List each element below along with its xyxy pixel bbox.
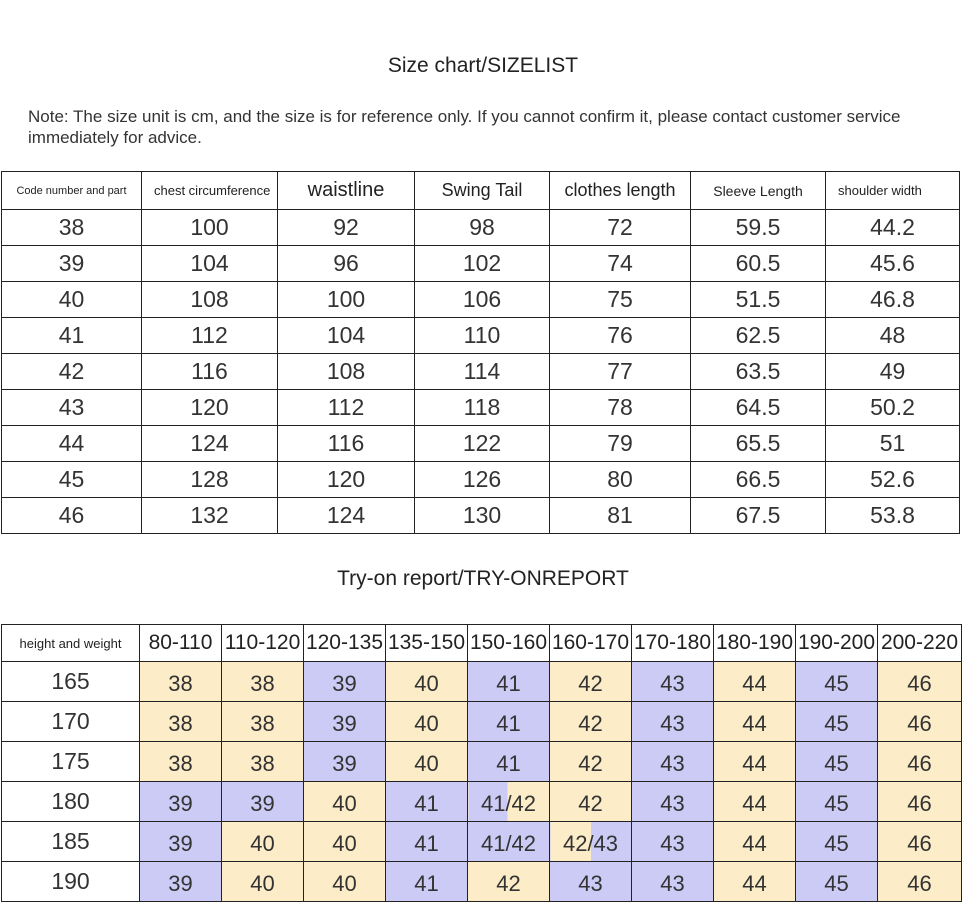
size-cell: 128 [142,462,278,498]
try-on-size-cell: 41 [468,742,550,782]
size-cell: 65.5 [691,426,826,462]
table-row [2,462,960,498]
size-cell: 48 [826,318,960,354]
size-chart-table [1,171,960,534]
size-cell: 77 [550,354,691,390]
try-on-size-cell: 44 [714,782,796,822]
try-on-size-cell: 43 [632,702,714,742]
size-cell: 44.2 [826,210,960,246]
try-on-size-cell: 43 [632,862,714,902]
try-on-size-cell: 41 [468,662,550,702]
try-on-size-cell: 45 [796,862,878,902]
size-cell: 42 [2,354,142,390]
try-on-height-cell: 185 [2,822,140,862]
try-on-size-cell: 38 [222,662,304,702]
try-on-size-cell: 39 [140,782,222,822]
size-cell: 104 [142,246,278,282]
try-on-size-cell: 40 [304,782,386,822]
try-on-size-cell: 39 [140,862,222,902]
size-cell: 45 [2,462,142,498]
size-header-sleeve-length: Sleeve Length [691,172,826,210]
try-on-size-cell: 41 [386,822,468,862]
try-on-size-cell: 44 [714,662,796,702]
size-cell: 96 [278,246,415,282]
try-on-size-cell: 46 [878,822,962,862]
size-cell: 118 [415,390,550,426]
try-on-size-cell: 45 [796,782,878,822]
try-on-height-cell: 190 [2,862,140,902]
try-on-size-cell: 38 [222,742,304,782]
size-cell: 72 [550,210,691,246]
size-cell: 51.5 [691,282,826,318]
table-row [2,498,960,534]
size-cell: 108 [278,354,415,390]
try-on-size-cell: 45 [796,662,878,702]
size-cell: 78 [550,390,691,426]
try-on-size-cell: 43 [632,822,714,862]
table-row [2,318,960,354]
size-cell: 43 [2,390,142,426]
size-note: Note: The size unit is cm, and the size is for reference only. If you cannot confirm it, please contact customer service immediately for advice. [28,107,901,147]
size-cell: 63.5 [691,354,826,390]
size-cell: 46.8 [826,282,960,318]
table-row [2,210,960,246]
try-on-size-cell: 39 [304,702,386,742]
size-cell: 112 [278,390,415,426]
size-cell: 51 [826,426,960,462]
size-header-swing-tail: Swing Tail [415,172,550,210]
size-cell: 53.8 [826,498,960,534]
try-on-header-weight-range: 190-200 [796,625,878,662]
size-header-shoulder-width: shoulder width [826,172,960,210]
size-cell: 124 [278,498,415,534]
size-cell: 45.6 [826,246,960,282]
try-on-title: Try-on report/TRY-ONREPORT [337,567,629,590]
table-row [2,782,962,822]
size-cell: 79 [550,426,691,462]
try-on-size-cell: 42 [550,662,632,702]
try-on-header-height-weight: height and weight [2,625,140,662]
try-on-size-cell: 43 [550,862,632,902]
size-cell: 80 [550,462,691,498]
size-header-code: Code number and part [2,172,142,210]
size-cell: 114 [415,354,550,390]
size-cell: 106 [415,282,550,318]
try-on-size-cell: 39 [304,742,386,782]
size-cell: 81 [550,498,691,534]
size-cell: 76 [550,318,691,354]
try-on-size-cell: 38 [222,702,304,742]
size-header-waistline: waistline [278,172,415,210]
try-on-size-cell: 46 [878,742,962,782]
table-row [2,742,962,782]
size-cell: 52.6 [826,462,960,498]
size-cell: 49 [826,354,960,390]
size-cell: 59.5 [691,210,826,246]
try-on-size-cell: 44 [714,702,796,742]
try-on-size-cell: 46 [878,702,962,742]
try-on-header-weight-range: 200-220 [878,625,962,662]
try-on-size-cell: 43 [632,742,714,782]
size-cell: 44 [2,426,142,462]
size-cell: 67.5 [691,498,826,534]
try-on-size-cell: 46 [878,862,962,902]
table-row [2,702,962,742]
try-on-size-cell: 41/42 [468,822,550,862]
try-on-header-weight-range: 120-135 [304,625,386,662]
table-row [2,354,960,390]
size-cell: 66.5 [691,462,826,498]
size-cell: 110 [415,318,550,354]
try-on-header-weight-range: 160-170 [550,625,632,662]
try-on-size-cell: 43 [632,782,714,822]
size-cell: 38 [2,210,142,246]
try-on-size-cell: 44 [714,862,796,902]
try-on-height-cell: 180 [2,782,140,822]
try-on-size-cell: 40 [386,742,468,782]
size-cell: 92 [278,210,415,246]
try-on-header-row [2,625,962,662]
try-on-size-cell: 41 [386,782,468,822]
try-on-header-weight-range: 180-190 [714,625,796,662]
size-cell: 62.5 [691,318,826,354]
try-on-height-cell: 165 [2,662,140,702]
try-on-size-cell: 42 [550,782,632,822]
try-on-size-cell: 42 [550,702,632,742]
table-row [2,282,960,318]
size-cell: 50.2 [826,390,960,426]
size-cell: 75 [550,282,691,318]
try-on-size-cell: 41/42 [468,782,550,822]
try-on-size-cell: 39 [222,782,304,822]
size-cell: 112 [142,318,278,354]
try-on-size-cell: 40 [386,662,468,702]
try-on-size-cell: 38 [140,702,222,742]
table-row [2,426,960,462]
try-on-size-cell: 40 [386,702,468,742]
try-on-size-cell: 40 [304,862,386,902]
try-on-header-weight-range: 150-160 [468,625,550,662]
try-on-size-cell: 44 [714,822,796,862]
try-on-size-cell: 38 [140,662,222,702]
size-chart-header-row [2,172,960,210]
try-on-header-weight-range: 80-110 [140,625,222,662]
size-cell: 98 [415,210,550,246]
size-cell: 108 [142,282,278,318]
table-row [2,822,962,862]
size-cell: 41 [2,318,142,354]
try-on-size-cell: 42 [468,862,550,902]
size-cell: 130 [415,498,550,534]
try-on-size-cell: 45 [796,822,878,862]
try-on-size-cell: 44 [714,742,796,782]
try-on-size-cell: 43 [632,662,714,702]
size-header-chest: chest circumference [142,172,278,210]
size-cell: 104 [278,318,415,354]
try-on-header-weight-range: 135-150 [386,625,468,662]
try-on-header-weight-range: 110-120 [222,625,304,662]
try-on-size-cell: 39 [140,822,222,862]
size-cell: 126 [415,462,550,498]
size-cell: 46 [2,498,142,534]
size-cell: 60.5 [691,246,826,282]
size-cell: 40 [2,282,142,318]
size-cell: 122 [415,426,550,462]
try-on-table [1,624,962,902]
try-on-size-cell: 42 [550,742,632,782]
size-cell: 124 [142,426,278,462]
try-on-size-cell: 40 [222,862,304,902]
size-header-clothes-length: clothes length [550,172,691,210]
try-on-size-cell: 39 [304,662,386,702]
size-cell: 100 [142,210,278,246]
table-row [2,862,962,902]
size-cell: 132 [142,498,278,534]
try-on-size-cell: 46 [878,782,962,822]
size-chart-title: Size chart/SIZELIST [387,54,579,77]
size-cell: 120 [278,462,415,498]
try-on-size-cell: 45 [796,742,878,782]
try-on-size-cell: 40 [304,822,386,862]
try-on-size-cell: 42/43 [550,822,632,862]
try-on-size-cell: 38 [140,742,222,782]
size-cell: 39 [2,246,142,282]
table-row [2,390,960,426]
try-on-size-cell: 41 [468,702,550,742]
size-cell: 74 [550,246,691,282]
try-on-size-cell: 40 [222,822,304,862]
size-cell: 116 [142,354,278,390]
table-row [2,662,962,702]
try-on-size-cell: 45 [796,702,878,742]
try-on-size-cell: 46 [878,662,962,702]
try-on-size-cell: 41 [386,862,468,902]
size-cell: 64.5 [691,390,826,426]
size-cell: 100 [278,282,415,318]
size-cell: 116 [278,426,415,462]
try-on-height-cell: 175 [2,742,140,782]
try-on-header-weight-range: 170-180 [632,625,714,662]
size-cell: 102 [415,246,550,282]
table-row [2,246,960,282]
try-on-height-cell: 170 [2,702,140,742]
size-cell: 120 [142,390,278,426]
